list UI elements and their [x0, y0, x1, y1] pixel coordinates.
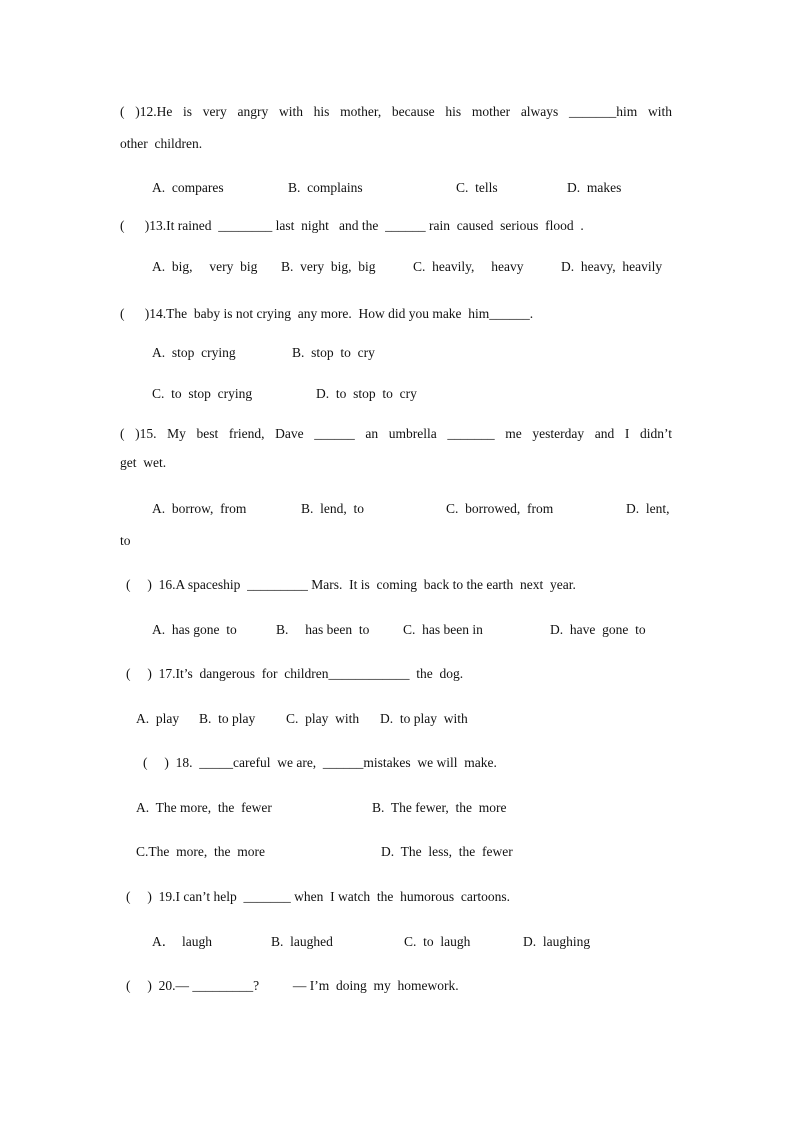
question-18-option-c: C.The more, the more [136, 844, 265, 859]
question-17-option-b: B. to play [199, 711, 256, 726]
question-17-option-c: C. play with [286, 711, 360, 726]
question-15-option-a: A. borrow, from [152, 501, 247, 516]
question-19-line-1: ( ) 19.I can’t help _______ when I watch the humorous cartoons. [126, 889, 511, 904]
question-18-option-d: D. The less, the fewer [381, 844, 513, 859]
question-14-option-a: A. stop crying [152, 345, 236, 360]
question-12-line-2: other children. [120, 136, 203, 151]
question-15-option-d-wrap: to [120, 533, 131, 548]
question-16-option-a: A. has gone to [152, 622, 237, 637]
question-12-option-b: B. complains [288, 180, 363, 195]
question-13-option-d: D. heavy, heavily [561, 259, 663, 274]
question-13-option-b: B. very big, big [281, 259, 376, 274]
question-13-option-a: A. big, very big [152, 259, 258, 274]
question-14-option-b: B. stop to cry [292, 345, 375, 360]
question-16-option-d: D. have gone to [550, 622, 646, 637]
question-14-line-1: ( )14.The baby is not crying any more. How did you make him______. [120, 306, 534, 321]
question-18-option-a: A. The more, the fewer [136, 800, 272, 815]
question-15-line-2: get wet. [120, 455, 167, 470]
question-12-option-a: A. compares [152, 180, 224, 195]
question-17-option-a: A. play [136, 711, 180, 726]
question-19-option-b: B. laughed [271, 934, 333, 949]
question-19-option-c: C. to laugh [404, 934, 471, 949]
question-18-option-b: B. The fewer, the more [372, 800, 507, 815]
question-20-line-1: ( ) 20.— _________? — I’m doing my homework. [126, 978, 459, 993]
question-12-line-1: ( )12.He is very angry with his mother, because his mother always _______him with [120, 104, 672, 119]
question-15-option-c: C. borrowed, from [446, 501, 554, 516]
question-12-option-d: D. makes [567, 180, 622, 195]
question-13-option-c: C. heavily, heavy [413, 259, 524, 274]
question-17-line-1: ( ) 17.It’s dangerous for children____________ the dog. [126, 666, 464, 681]
question-12-option-c: C. tells [456, 180, 498, 195]
question-13-line-1: ( )13.It rained ________ last night and the ______ rain caused serious flood . [120, 218, 584, 233]
question-15-option-b: B. lend, to [301, 501, 364, 516]
question-14-option-c: C. to stop crying [152, 386, 253, 401]
question-19-option-a: A． laugh [152, 934, 212, 949]
question-16-line-1: ( ) 16.A spaceship _________ Mars. It is coming back to the earth next year. [126, 577, 576, 592]
question-15-line-1: ( )15. My best friend, Dave ______ an umbrella _______ me yesterday and I didn’t [120, 426, 672, 441]
question-16-option-c: C. has been in [403, 622, 483, 637]
question-19-option-d: D. laughing [523, 934, 591, 949]
question-17-option-d: D. to play with [380, 711, 468, 726]
question-15-option-d: D. lent, [626, 501, 670, 516]
question-14-option-d: D. to stop to cry [316, 386, 417, 401]
question-18-line-1: ( ) 18. _____careful we are, ______mistakes we will make. [143, 755, 497, 770]
question-16-option-b: B. has been to [276, 622, 370, 637]
